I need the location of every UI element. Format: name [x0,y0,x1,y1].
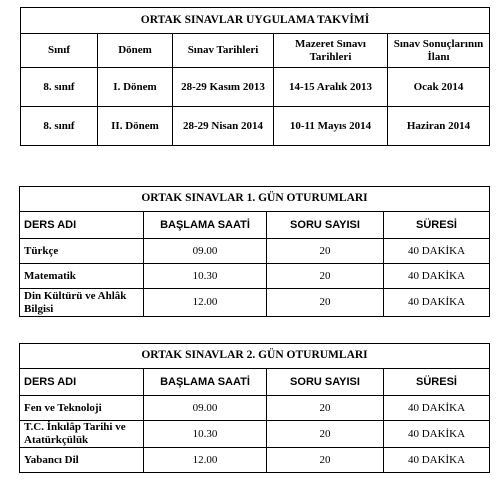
schedule-cell: 14-15 Aralık 2013 [274,68,388,107]
day2-header-start-time: BAŞLAMA SAATİ [144,369,267,396]
day1-cell: 20 [267,264,384,289]
day1-cell: 10.30 [144,264,267,289]
schedule-header-term: Dönem [98,34,173,68]
table-row [20,239,490,264]
table-row [20,264,490,289]
table-row [20,289,490,317]
day2-course-cell: Yabancı Dil [20,448,144,473]
schedule-cell: I. Dönem [98,68,173,107]
day2-cell: 12.00 [144,448,267,473]
day2-header-duration: SÜRESİ [384,369,490,396]
schedule-header-results: Sınav Sonuçlarının İlanı [388,34,490,68]
day2-cell: 40 DAKİKA [384,421,490,448]
day1-header-start-time: BAŞLAMA SAATİ [144,212,267,239]
table-row [20,396,490,421]
schedule-cell: 8. sınıf [21,68,98,107]
day1-header-duration: SÜRESİ [384,212,490,239]
schedule-cell: Ocak 2014 [388,68,490,107]
day2-course-cell: T.C. İnkılâp Tarihi ve Atatürkçülük [20,421,144,448]
table-row [20,448,490,473]
table-row [21,107,490,146]
day1-cell: 40 DAKİKA [384,264,490,289]
table-row [21,68,490,107]
schedule-header-exam-dates: Sınav Tarihleri [173,34,274,68]
schedule-cell: II. Dönem [98,107,173,146]
schedule-cell: 28-29 Nisan 2014 [173,107,274,146]
day1-cell: 20 [267,239,384,264]
day1-header-course: DERS ADI [20,212,144,239]
day2-header-question-count: SORU SAYISI [267,369,384,396]
exam-schedule-table [20,7,490,146]
day2-cell: 10.30 [144,421,267,448]
day1-course-cell: Matematik [20,264,144,289]
day2-cell: 09.00 [144,396,267,421]
schedule-header-class: Sınıf [21,34,98,68]
day2-cell: 20 [267,448,384,473]
day1-header-question-count: SORU SAYISI [267,212,384,239]
day1-cell: 40 DAKİKA [384,289,490,317]
day1-cell: 12.00 [144,289,267,317]
day1-cell: 09.00 [144,239,267,264]
day2-cell: 20 [267,396,384,421]
day2-course-cell: Fen ve Teknoloji [20,396,144,421]
day2-cell: 40 DAKİKA [384,396,490,421]
day2-cell: 40 DAKİKA [384,448,490,473]
day1-title: ORTAK SINAVLAR 1. GÜN OTURUMLARI [20,187,490,212]
day2-sessions-table [19,343,490,473]
day1-course-cell: Din Kültürü ve Ahlâk Bilgisi [20,289,144,317]
day1-course-cell: Türkçe [20,239,144,264]
schedule-cell: 8. sınıf [21,107,98,146]
day2-title: ORTAK SINAVLAR 2. GÜN OTURUMLARI [20,344,490,369]
schedule-cell: Haziran 2014 [388,107,490,146]
day1-cell: 40 DAKİKA [384,239,490,264]
schedule-cell: 28-29 Kasım 2013 [173,68,274,107]
schedule-cell: 10-11 Mayıs 2014 [274,107,388,146]
day2-cell: 20 [267,421,384,448]
schedule-title: ORTAK SINAVLAR UYGULAMA TAKVİMİ [21,8,490,34]
schedule-header-makeup-dates: Mazeret Sınavı Tarihleri [274,34,388,68]
day2-header-course: DERS ADI [20,369,144,396]
day1-sessions-table [19,186,490,317]
day1-cell: 20 [267,289,384,317]
table-row [20,421,490,448]
